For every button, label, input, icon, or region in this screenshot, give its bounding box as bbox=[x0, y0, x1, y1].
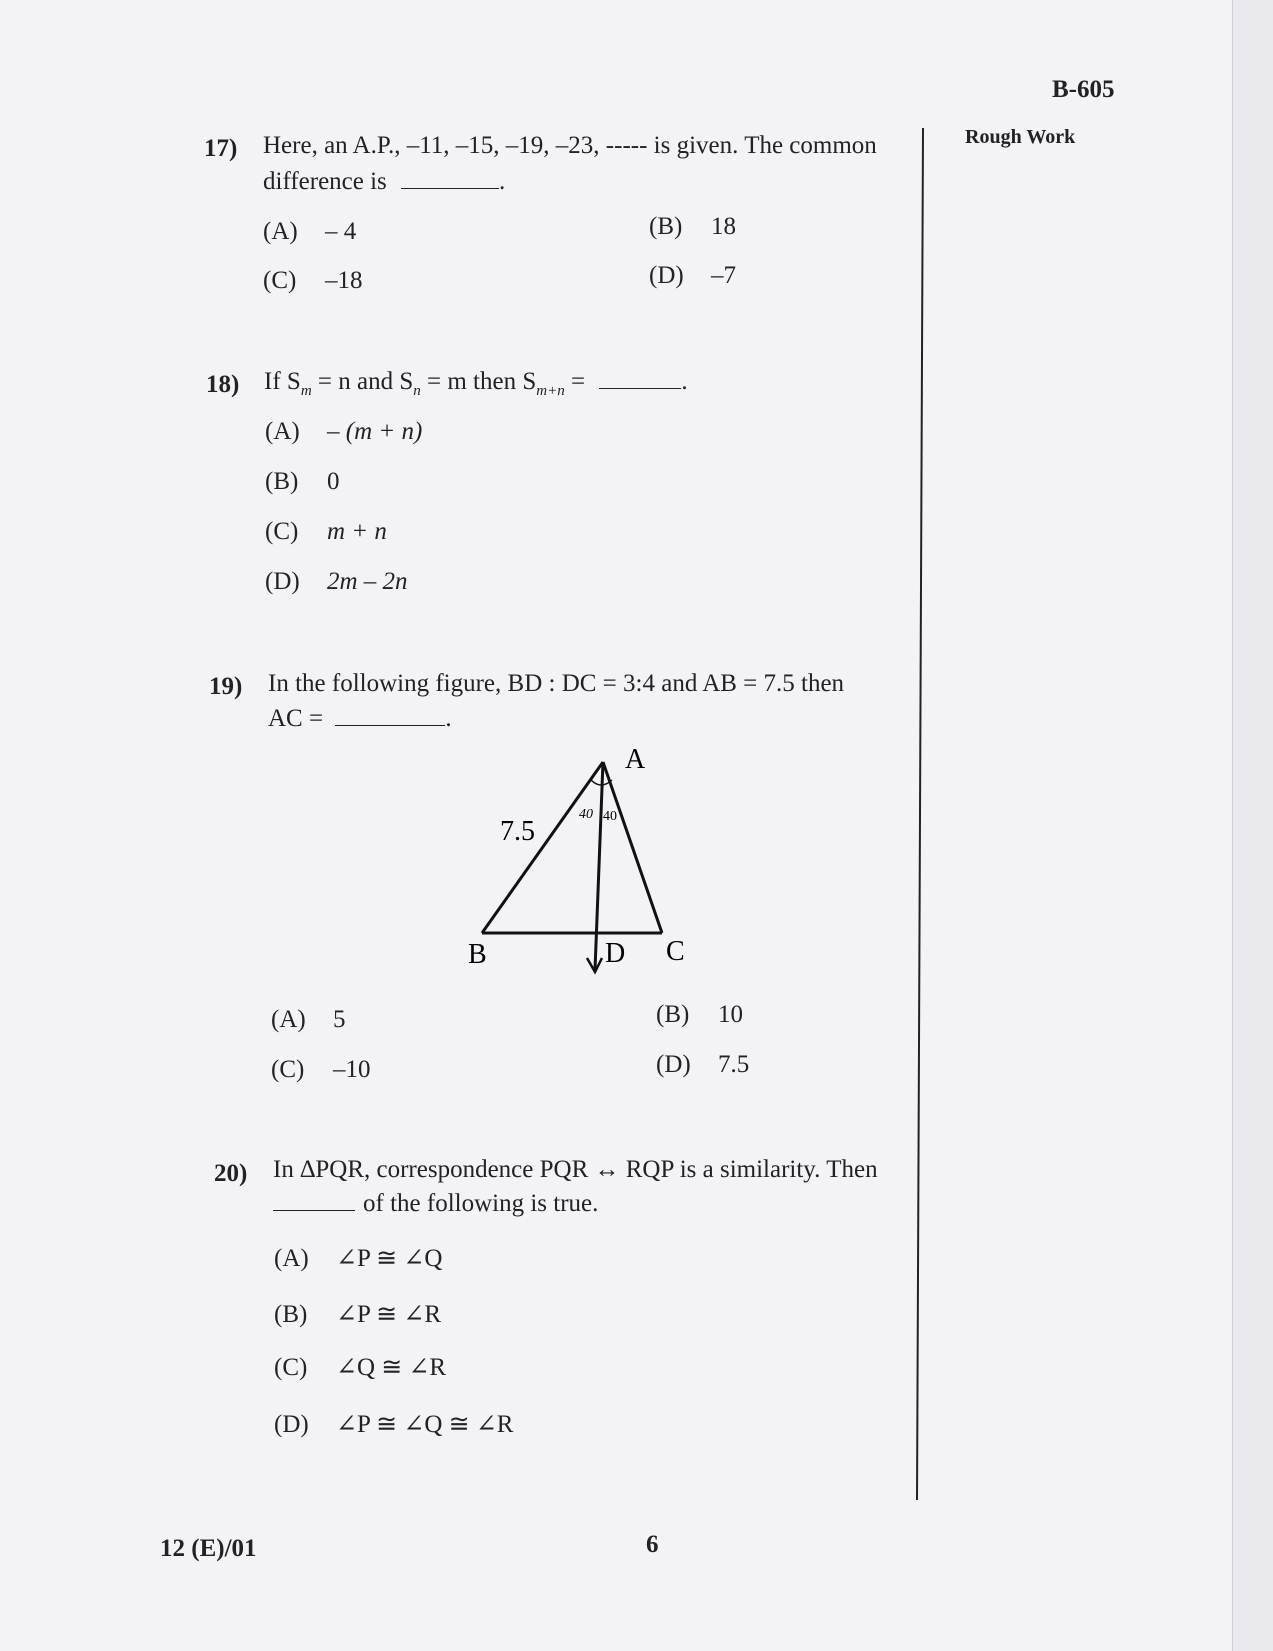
option-label: (B) bbox=[649, 213, 683, 240]
q17-option-a[interactable] bbox=[263, 218, 356, 246]
vertex-c-label: C bbox=[666, 936, 685, 967]
option-value: m + n bbox=[327, 518, 387, 545]
q17-option-c[interactable] bbox=[263, 267, 363, 295]
option-value: ∠P ≅ ∠Q bbox=[336, 1245, 443, 1272]
option-label: (B) bbox=[274, 1301, 308, 1328]
option-label: (C) bbox=[271, 1056, 305, 1083]
q18-part: = bbox=[564, 368, 586, 395]
option-label: (A) bbox=[263, 218, 298, 245]
option-value: –18 bbox=[325, 267, 363, 294]
question-20-text-line2 bbox=[273, 1186, 598, 1222]
q18-part: = n and S bbox=[311, 368, 414, 395]
question-20-text: of the following is true. bbox=[363, 1190, 599, 1217]
side-ac bbox=[603, 762, 662, 933]
option-label: (B) bbox=[656, 1001, 690, 1028]
subscript-n: n bbox=[413, 383, 421, 399]
vertex-a-label: A bbox=[625, 744, 646, 775]
q19-option-c[interactable] bbox=[271, 1056, 371, 1084]
question-17-text: difference is bbox=[263, 168, 387, 195]
q19-option-d[interactable] bbox=[656, 1051, 749, 1079]
option-value: ∠P ≅ ∠R bbox=[336, 1301, 441, 1328]
column-divider bbox=[916, 128, 924, 1500]
page-number: 6 bbox=[646, 1531, 659, 1558]
option-label: (B) bbox=[265, 468, 299, 495]
answer-blank bbox=[599, 388, 681, 389]
angle-bad-label: 40 bbox=[579, 807, 593, 822]
question-18-text: If $S_m = n$ and $S_n = m$ then $S_{m+n}$ = . bbox=[264, 368, 688, 399]
option-value: – (m + n) bbox=[327, 418, 423, 445]
option-label: (D) bbox=[265, 568, 300, 595]
q17-option-d[interactable] bbox=[649, 262, 736, 290]
question-19-text-line1: In the following figure, BD : DC = 3:4 and AB = 7.5 then bbox=[268, 670, 845, 697]
angle-dac-label: 40 bbox=[603, 809, 617, 824]
q20-option-a[interactable] bbox=[274, 1243, 442, 1273]
q18-part: If S bbox=[264, 368, 301, 395]
question-19-number: 19) bbox=[209, 673, 243, 700]
answer-blank bbox=[273, 1210, 355, 1211]
option-label: (C) bbox=[265, 518, 299, 545]
question-20-text-line1: In ∆PQR, correspondence PQR ↔ RQP is a similarity. Then bbox=[273, 1156, 878, 1183]
question-19-text: AC = bbox=[268, 705, 324, 732]
option-value: –7 bbox=[711, 262, 736, 289]
q19-option-b[interactable] bbox=[656, 1001, 743, 1029]
option-label: (A) bbox=[271, 1006, 306, 1033]
option-value: ∠Q ≅ ∠R bbox=[336, 1354, 447, 1381]
answer-blank bbox=[401, 188, 499, 189]
q18-option-a[interactable] bbox=[265, 418, 422, 446]
option-label: (D) bbox=[274, 1411, 309, 1438]
option-value: ∠P ≅ ∠Q ≅ ∠R bbox=[336, 1411, 514, 1438]
q18-option-d[interactable] bbox=[265, 568, 408, 596]
option-value: 10 bbox=[718, 1001, 743, 1028]
answer-blank bbox=[335, 725, 445, 726]
question-17-text-line2: difference is . bbox=[263, 168, 506, 195]
option-label: (D) bbox=[656, 1051, 691, 1078]
point-d-label: D bbox=[605, 938, 626, 969]
question-17-number: 17) bbox=[204, 135, 238, 162]
question-19-text-line2: AC = . bbox=[268, 705, 452, 732]
side-ab bbox=[482, 762, 603, 933]
subscript-m-plus-n: m+n bbox=[536, 383, 565, 399]
q20-option-b[interactable] bbox=[274, 1299, 441, 1329]
option-value: 18 bbox=[711, 213, 736, 240]
bisector-ad bbox=[595, 762, 603, 970]
q18-option-b[interactable] bbox=[265, 468, 340, 496]
option-label: (A) bbox=[265, 418, 300, 445]
option-value: 7.5 bbox=[718, 1051, 750, 1078]
option-value: –10 bbox=[333, 1056, 371, 1083]
option-value: 2m – 2n bbox=[327, 568, 408, 595]
q20-option-c[interactable] bbox=[274, 1352, 446, 1382]
footer-code: 12 (E)/01 bbox=[160, 1535, 257, 1562]
option-value: 0 bbox=[327, 468, 340, 495]
question-18-number: 18) bbox=[206, 371, 240, 398]
option-value: 5 bbox=[333, 1006, 346, 1033]
question-20-number: 20) bbox=[214, 1160, 248, 1187]
rough-work-label: Rough Work bbox=[965, 126, 1076, 148]
paper-code: B-605 bbox=[1052, 76, 1115, 103]
option-label: (C) bbox=[263, 267, 297, 294]
subscript-m: m bbox=[300, 383, 312, 399]
q19-option-a[interactable] bbox=[271, 1006, 346, 1034]
vertex-b-label: B bbox=[468, 939, 487, 970]
triangle-figure bbox=[470, 740, 700, 980]
q17-option-b[interactable] bbox=[649, 213, 736, 241]
option-value: – 4 bbox=[325, 218, 357, 245]
option-label: (D) bbox=[649, 262, 684, 289]
option-label: (C) bbox=[274, 1354, 308, 1381]
q20-option-d[interactable] bbox=[274, 1409, 513, 1439]
option-label: (A) bbox=[274, 1245, 309, 1272]
q18-part: = m then S bbox=[420, 368, 537, 395]
q18-option-c[interactable] bbox=[265, 518, 387, 546]
side-ab-length: 7.5 bbox=[500, 816, 535, 847]
question-17-text-line1: Here, an A.P., –11, –15, –19, –23, ----- is given. The common bbox=[263, 132, 877, 159]
